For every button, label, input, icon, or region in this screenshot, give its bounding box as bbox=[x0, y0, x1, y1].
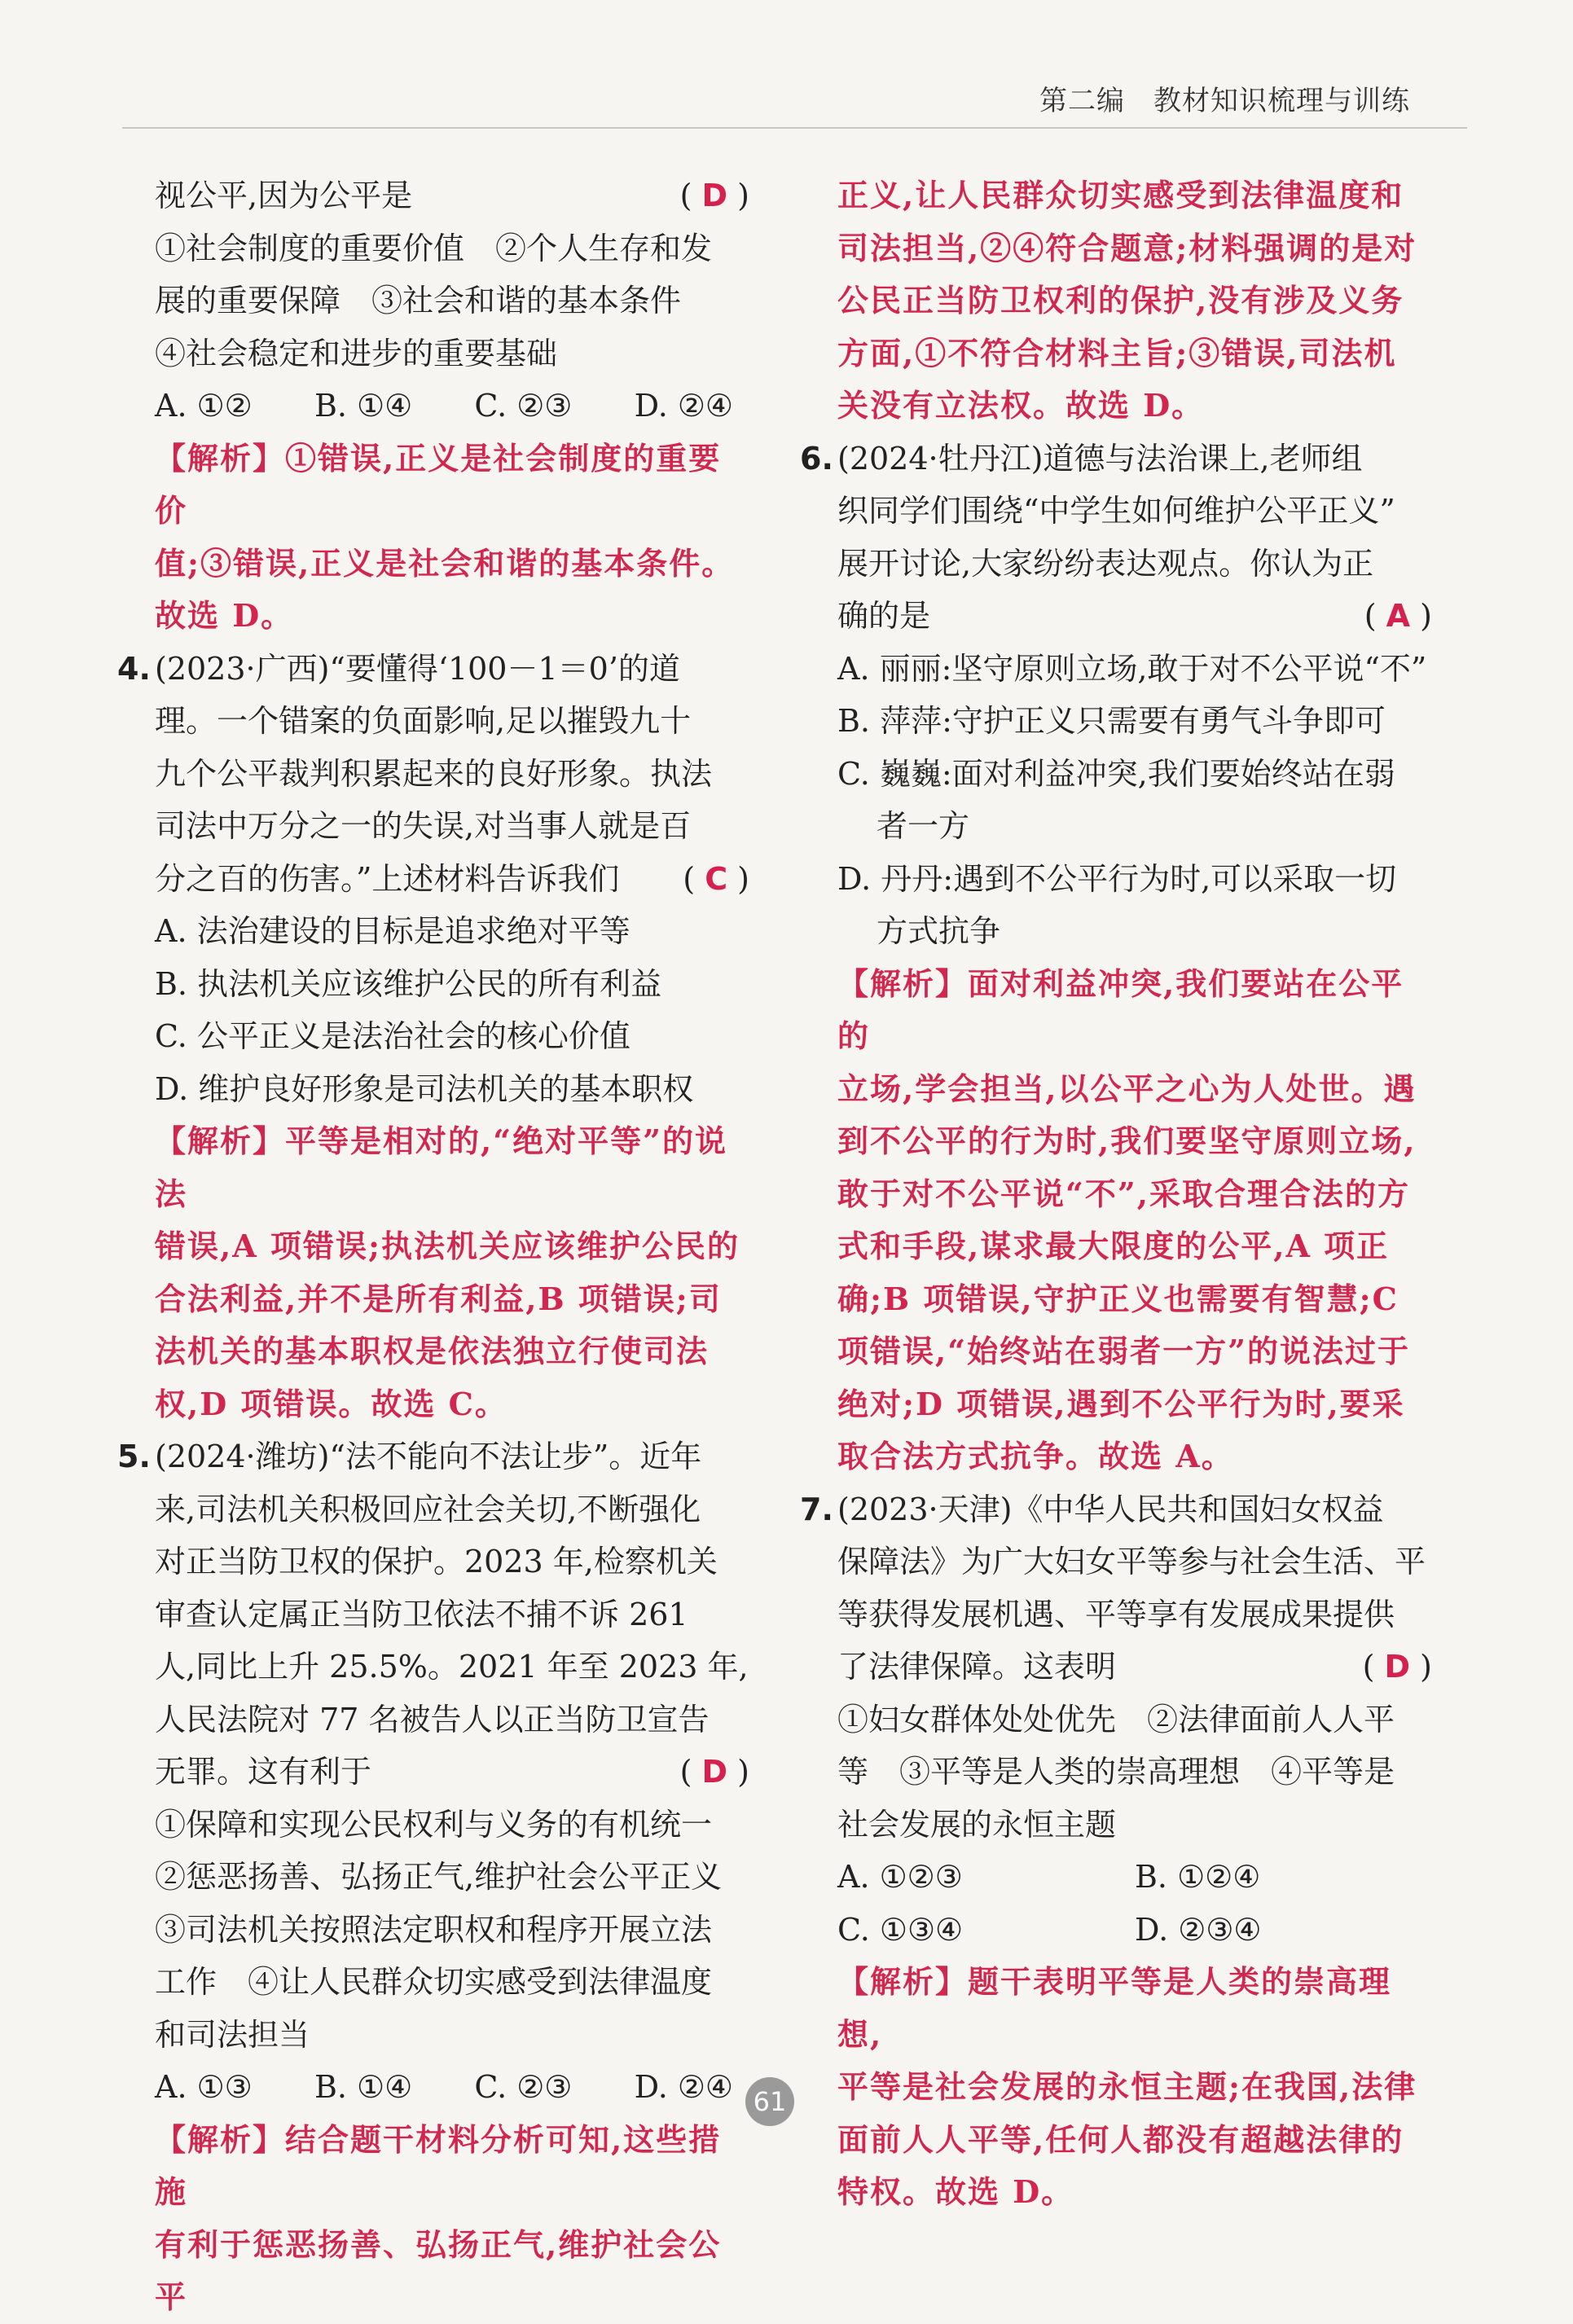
q3-stem: 视公平,因为公平是 ( D ) bbox=[155, 169, 749, 222]
q6-analysis-line: 项错误,“始终站在弱者一方”的说法过于 bbox=[837, 1333, 1410, 1369]
q7-option-d: D. ②③④ bbox=[1135, 1911, 1262, 1948]
q6-option-c-cont: 者一方 bbox=[877, 808, 970, 844]
q7-number: 7. bbox=[800, 1491, 833, 1527]
q4-stem: 4. (2023·广西)“要懂得‘100－1＝0’的道 bbox=[155, 643, 749, 696]
q6-option-a: A. 丽丽:坚守原则立场,敢于对不公平说“不” bbox=[837, 650, 1427, 687]
q7-item: ①妇女群体处处优先 ②法律面前人人平 bbox=[837, 1701, 1395, 1738]
q5-stem-line: 无罪。这有利于 ( D ) bbox=[155, 1746, 749, 1799]
q7-option-b: B. ①②④ bbox=[1135, 1859, 1261, 1895]
q3-option-c: C. ②③ bbox=[474, 388, 573, 424]
page-number: 61 bbox=[745, 2077, 794, 2126]
q6-analysis-line: 到不公平的行为时,我们要坚守原则立场, bbox=[837, 1122, 1417, 1159]
q3-option-a: A. ①② bbox=[155, 388, 253, 424]
q6-analysis-line: 取合法方式抗争。故选 A。 bbox=[837, 1438, 1234, 1474]
q6-analysis: 【解析】面对利益冲突,我们要站在公平的 bbox=[837, 964, 1404, 1054]
q7-analysis-line: 面前人人平等,任何人都没有超越法律的 bbox=[837, 2120, 1404, 2158]
q6-analysis-line: 绝对;D 项错误,遇到不公平行为时,要采 bbox=[837, 1385, 1405, 1422]
q7-stem: 7. (2023·天津)《中华人民共和国妇女权益 bbox=[837, 1483, 1432, 1536]
q6-option-d-cont: 方式抗争 bbox=[877, 913, 1001, 949]
q5-option-d: D. ②④ bbox=[634, 2069, 733, 2105]
q3-item: 展的重要保障 ③社会和谐的基本条件 bbox=[155, 283, 682, 319]
q5-option-a: A. ①③ bbox=[155, 2069, 253, 2105]
q4-option-b: B. 执法机关应该维护公民的所有利益 bbox=[155, 965, 662, 1002]
q3-analysis-line: 值;③错误,正义是社会和谐的基本条件。 bbox=[155, 544, 735, 582]
q5-analysis-line: 公民正当防卫权利的保护,没有涉及义务 bbox=[837, 282, 1404, 319]
q7-item: 社会发展的永恒主题 bbox=[837, 1806, 1117, 1843]
q4-analysis-line: 法机关的基本职权是依法独立行使司法 bbox=[155, 1333, 710, 1369]
q5-number: 5. bbox=[117, 1439, 151, 1474]
q6-stem: 6. (2024·牡丹江)道德与法治课上,老师组 bbox=[837, 433, 1432, 485]
q7-stem-line: 等获得发展机遇、平等享有发展成果提供 bbox=[837, 1596, 1395, 1632]
q4-analysis-line: 合法利益,并不是所有利益,B 项错误;司 bbox=[155, 1280, 722, 1317]
q3-options bbox=[155, 380, 749, 433]
q3-option-d: D. ②④ bbox=[634, 388, 733, 424]
q5-item: ③司法机关按照法定职权和程序开展立法 bbox=[155, 1911, 713, 1948]
q5-analysis-line: 关没有立法权。故选 D。 bbox=[837, 387, 1205, 424]
q6-answer: ( A ) bbox=[1364, 598, 1432, 634]
q4-analysis: 【解析】平等是相对的,“绝对平等”的说法 bbox=[155, 1122, 727, 1212]
q7-option-c: C. ①③④ bbox=[837, 1911, 964, 1948]
q4-analysis-line: 权,D 项错误。故选 C。 bbox=[155, 1385, 507, 1422]
q5-stem-line: 对正当防卫权的保护。2023 年,检察机关 bbox=[155, 1544, 718, 1579]
q5-item: ①保障和实现公民权利与义务的有机统一 bbox=[155, 1806, 713, 1843]
q7-option-a: A. ①②③ bbox=[837, 1859, 963, 1895]
q3-answer: ( D ) bbox=[679, 178, 749, 213]
q5-stem-line: 人,同比上升 25.5%。2021 年至 2023 年, bbox=[155, 1649, 749, 1685]
right-column bbox=[800, 169, 1432, 2219]
header-divider bbox=[122, 127, 1467, 129]
q7-options bbox=[837, 1851, 1432, 1956]
q7-item: 等 ③平等是人类的崇高理想 ④平等是 bbox=[837, 1754, 1395, 1790]
q4-option-d: D. 维护良好形象是司法机关的基本职权 bbox=[155, 1070, 694, 1107]
q7-analysis-line: 平等是社会发展的永恒主题;在我国,法律 bbox=[837, 2068, 1417, 2105]
q5-analysis-line: 司法担当,②④符合题意;材料强调的是对 bbox=[837, 229, 1417, 266]
q5-option-c: C. ②③ bbox=[474, 2069, 573, 2105]
q5-answer: ( D ) bbox=[679, 1754, 749, 1790]
q5-stem-line: 审查认定属正当防卫依法不捕不诉 261 bbox=[155, 1596, 688, 1632]
q6-stem-line: 织同学们围绕“中学生如何维护公平正义” bbox=[837, 493, 1395, 529]
q5-option-b: B. ①④ bbox=[314, 2069, 413, 2105]
q4-stem-line: 九个公平裁判积累起来的良好形象。执法 bbox=[155, 755, 713, 792]
q6-option-d: D. 丹丹:遇到不公平行为时,可以采取一切 bbox=[837, 860, 1397, 897]
q6-stem-line: 展开讨论,大家纷纷表达观点。你认为正 bbox=[837, 545, 1374, 582]
q4-option-a: A. 法治建设的目标是追求绝对平等 bbox=[155, 913, 631, 949]
q4-answer: ( C ) bbox=[683, 860, 749, 897]
q5-analysis-line: 有利于惩恶扬善、弘扬正气,维护社会公平 bbox=[155, 2225, 722, 2315]
q5-item: 工作 ④让人民群众切实感受到法律温度 bbox=[155, 1964, 713, 2000]
q7-answer: ( D ) bbox=[1362, 1649, 1432, 1685]
q5-stem: 5. (2024·潍坊)“法不能向不法让步”。近年 bbox=[155, 1430, 749, 1483]
q5-analysis-line: 方面,①不符合材料主旨;③错误,司法机 bbox=[837, 334, 1397, 371]
q3-item: ④社会稳定和进步的重要基础 bbox=[155, 335, 558, 371]
q6-analysis-line: 式和手段,谋求最大限度的公平,A 项正 bbox=[837, 1228, 1390, 1264]
q3-option-b: B. ①④ bbox=[314, 388, 413, 424]
q6-number: 6. bbox=[800, 440, 833, 477]
q4-option-c: C. 公平正义是法治社会的核心价值 bbox=[155, 1018, 631, 1054]
q3-analysis: 【解析】①错误,正义是社会制度的重要价 bbox=[155, 439, 722, 529]
q7-analysis-line: 特权。故选 D。 bbox=[837, 2173, 1074, 2210]
q4-stem-line: 分之百的伤害。”上述材料告诉我们 ( C ) bbox=[155, 853, 749, 906]
q5-stem-line: 来,司法机关积极回应社会关切,不断强化 bbox=[155, 1491, 701, 1527]
q7-stem-line: 保障法》为广大妇女平等参与社会生活、平 bbox=[837, 1544, 1426, 1579]
q7-stem-line: 了法律保障。这表明 ( D ) bbox=[837, 1641, 1432, 1694]
q5-analysis-line: 正义,让人民群众切实感受到法律温度和 bbox=[837, 177, 1404, 213]
q5-stem-line: 人民法院对 77 名被告人以正当防卫宣告 bbox=[155, 1701, 710, 1738]
q6-analysis-line: 立场,学会担当,以公平之心为人处世。遇 bbox=[837, 1070, 1417, 1107]
q6-analysis-line: 敢于对不公平说“不”,采取合理合法的方 bbox=[837, 1175, 1410, 1212]
q4-stem-line: 理。一个错案的负面影响,足以摧毁九十 bbox=[155, 703, 692, 739]
left-column bbox=[117, 169, 749, 2324]
q6-stem-line: 确的是 ( A ) bbox=[837, 590, 1432, 643]
q6-option-c: C. 巍巍:面对利益冲突,我们要始终站在弱 bbox=[837, 755, 1395, 792]
page-header-title: 第二编 教材知识梳理与训练 bbox=[1039, 85, 1410, 117]
q3-analysis-line: 故选 D。 bbox=[155, 597, 294, 634]
q5-item: ②惩恶扬善、弘扬正气,维护社会公平正义 bbox=[155, 1859, 723, 1895]
q5-item: 和司法担当 bbox=[155, 2016, 310, 2053]
q5-options bbox=[155, 2061, 749, 2114]
q4-analysis-line: 错误,A 项错误;执法机关应该维护公民的 bbox=[155, 1228, 740, 1264]
q7-analysis: 【解析】题干表明平等是人类的崇高理想, bbox=[837, 1963, 1392, 2053]
q3-item: ①社会制度的重要价值 ②个人生存和发 bbox=[155, 230, 713, 266]
q6-option-b: B. 萍萍:守护正义只需要有勇气斗争即可 bbox=[837, 703, 1386, 739]
q5-analysis: 【解析】结合题干材料分析可知,这些措施 bbox=[155, 2120, 722, 2210]
q4-stem-line: 司法中万分之一的失误,对当事人就是百 bbox=[155, 808, 692, 844]
q6-analysis-line: 确;B 项错误,守护正义也需要有智慧;C bbox=[837, 1280, 1399, 1317]
q4-number: 4. bbox=[117, 650, 151, 687]
